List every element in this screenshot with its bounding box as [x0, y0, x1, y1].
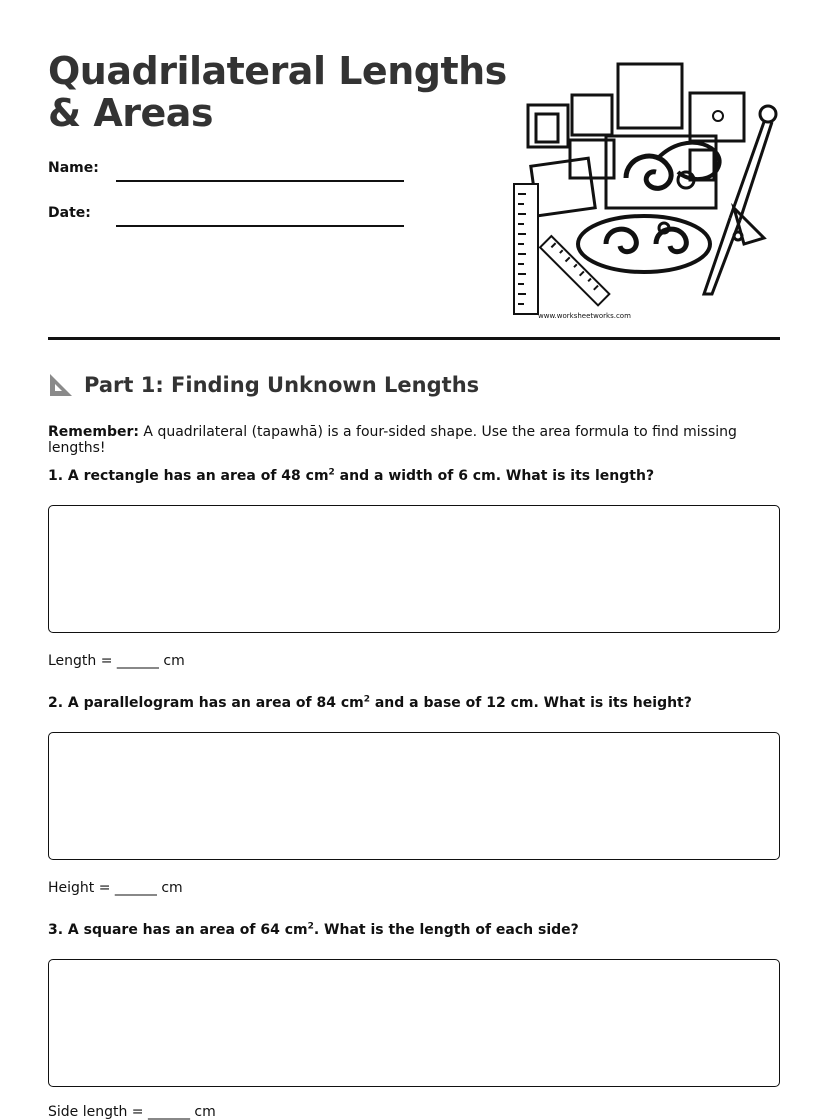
remember-label: Remember: [48, 424, 139, 440]
superscript: 2 [363, 694, 370, 705]
question-3: 3. A square has an area of 64 $cm^2$. What is the length of each side? [48, 921, 579, 938]
name-field[interactable] [116, 180, 404, 182]
answer-label-2: Height = ______ cm [48, 880, 183, 896]
superscript: 2 [307, 921, 314, 932]
answer-box-1[interactable] [48, 505, 780, 633]
part-1-heading-text: Part 1: Finding Unknown Lengths [84, 373, 480, 397]
header-divider [48, 337, 780, 340]
remember-note [48, 424, 788, 456]
question-1: 1. A rectangle has an area of 48 $cm^2$ and a width of 6 cm. What is its length? [48, 467, 655, 484]
name-label: Name: [48, 160, 99, 176]
answer-box-2[interactable] [48, 732, 780, 860]
geometry-tools-illustration [508, 58, 784, 322]
remember-text: A quadrilateral (tapawhā) is a four-sided shape. Use the area formula to find missing lengths! [48, 424, 737, 456]
question-2: 2. A parallelogram has an area of 84 $cm^2$ and a base of 12 cm. What is its height? [48, 694, 692, 711]
answer-box-3[interactable] [48, 959, 780, 1087]
illustration-caption: www.worksheetworks.com [538, 312, 631, 320]
page-title: Quadrilateral Lengths & Areas [48, 49, 507, 135]
date-field[interactable] [116, 225, 404, 227]
answer-label-1: Length = ______ cm [48, 653, 185, 669]
date-label: Date: [48, 205, 91, 221]
set-square-icon [48, 372, 74, 398]
part-1-heading [48, 372, 479, 398]
superscript: 2 [328, 467, 335, 478]
answer-label-3: Side length = ______ cm [48, 1104, 216, 1120]
